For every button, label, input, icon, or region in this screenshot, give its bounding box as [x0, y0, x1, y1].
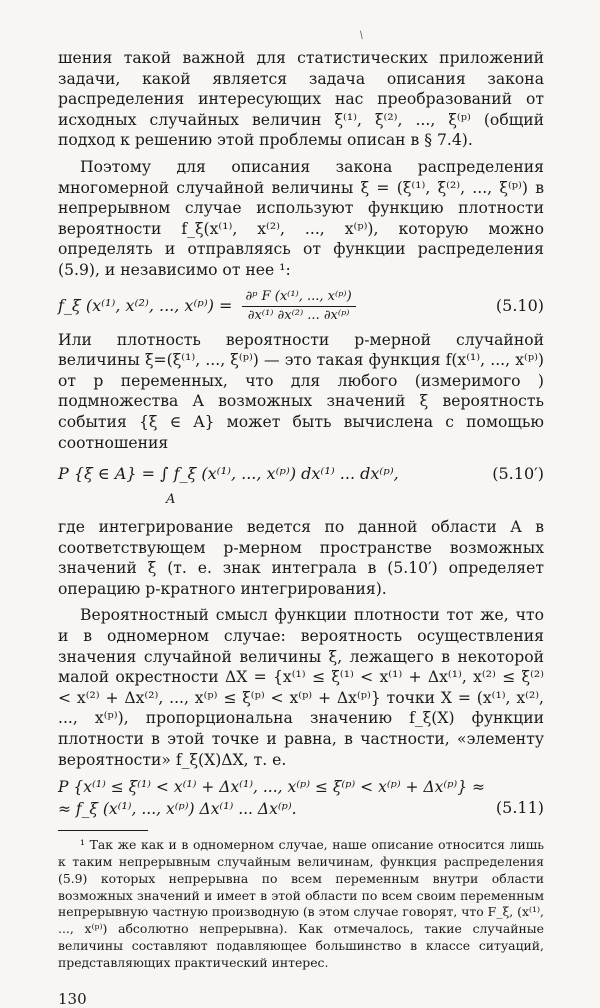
formula-5-10-prime-lhs [58, 459, 399, 508]
formula-5-10 [58, 289, 544, 324]
formula-5-10-lhs [58, 289, 356, 324]
formula-5-10-fraction [242, 289, 356, 324]
integral-domain-label: A [166, 492, 176, 508]
formula-5-10-denominator: ∂x⁽¹⁾ ∂x⁽²⁾ ... ∂x⁽ᵖ⁾ [247, 307, 350, 323]
formula-5-10-number: (5.10) [495, 296, 544, 316]
formula-5-11-line-1: P {x⁽¹⁾ ≤ ξ⁽¹⁾ < x⁽¹⁾ + Δx⁽¹⁾, ..., x⁽ᵖ⁾ ≤ ξ⁽ᵖ⁾ < x⁽ᵖ⁾ + Δx⁽ᵖ⁾} ≈ [58, 778, 485, 797]
scan-mark: / [357, 29, 366, 42]
page-number: 130 [58, 989, 87, 1008]
formula-5-10-prime-text: P {ξ ∈ A} = ∫ f_ξ (x⁽¹⁾, ..., x⁽ᵖ⁾) dx⁽¹⁾ ... dx⁽ᵖ⁾, [58, 464, 399, 484]
formula-5-11-line-2: ≈ f_ξ (x⁽¹⁾, ..., x⁽ᵖ⁾) Δx⁽¹⁾ ... Δx⁽ᵖ⁾. [58, 800, 297, 819]
formula-5-11 [58, 776, 544, 820]
formula-5-10-prime-number: (5.10′) [492, 464, 544, 484]
paragraph-2: Поэтому для описания закона распределения многомерной случайной величины ξ = (ξ⁽¹⁾, ξ⁽²⁾, ..., ξ⁽ᵖ⁾) в непрерывном случае используют функцию плотности вероятности f_ξ(x⁽¹⁾, x⁽²⁾, ..., x⁽ᵖ⁾), которую можно определять и отправляясь от функции распределения (5.9), и независимо от нее ¹: [58, 157, 544, 279]
formula-5-10-lhs-text: f_ξ (x⁽¹⁾, x⁽²⁾, ..., x⁽ᵖ⁾) = [58, 295, 233, 315]
paragraph-3: Или плотность вероятности p-мерной случайной величины ξ=(ξ⁽¹⁾, ..., ξ⁽ᵖ⁾) — это такая функция f(x⁽¹⁾, ..., x⁽ᵖ⁾) от p переменных, что для любого (измеримого ) подмножества A возможных значений ξ вероятность события {ξ ∈ A} может быть вычислена с помощью соотношения [58, 330, 544, 452]
formula-5-11-line-2-row [58, 798, 544, 820]
formula-5-11-number: (5.11) [495, 798, 544, 818]
footnote: ¹ Так же как и в одномерном случае, наше описание относится лишь к таким непрерывным случайным величинам, функция распределения (5.9) которых непрерывна по всем переменным внутри области возможных значений и имеет в этой области по всем своим переменным непрерывную частную производную (в этом случае говорят, что F_ξ, (x⁽¹⁾, ..., x⁽ᵖ⁾) абсолютно непрерывна). Как отмечалось, такие случайные величины составляют подавляющее большинство в классе ситуаций, представляющих практический интерес. [58, 837, 544, 970]
paragraph-5: Вероятностный смысл функции плотности тот же, что и в одномерном случае: вероятность осуществления значения случайной величины ξ, лежащего в некоторой малой окрестности ΔX = {x⁽¹⁾ ≤ ξ⁽¹⁾ < x⁽¹⁾ + Δx⁽¹⁾, x⁽²⁾ ≤ ξ⁽²⁾ < x⁽²⁾ + Δx⁽²⁾, ..., x⁽ᵖ⁾ ≤ ξ⁽ᵖ⁾ < x⁽ᵖ⁾ + Δx⁽ᵖ⁾} точки X = (x⁽¹⁾, x⁽²⁾, ..., x⁽ᵖ⁾), пропорциональна значению f_ξ(X) функции плотности в этой точке и равна, в частности, «элементу вероятности» f_ξ(X)ΔX, т. е. [58, 606, 544, 769]
formula-5-10-prime [58, 459, 544, 511]
footnote-divider [58, 830, 148, 831]
paragraph-1: шения такой важной для статистических приложений задачи, какой является задача описания закона распределения интересующих нас преобразований от исходных случайных величин ξ⁽¹⁾, ξ⁽²⁾, ..., ξ⁽ᵖ⁾ (общий подход к решению этой проблемы описан в § 7.4). [58, 49, 544, 150]
paragraph-4: где интегрирование ведется по данной области A в соответствующем p-мерном пространстве возможных значений ξ (т. е. знак интеграла в (5.10′) определяет операцию p-кратного интегрирования). [58, 518, 544, 598]
formula-5-10-numerator: ∂ᵖ F (x⁽¹⁾, ..., x⁽ᵖ⁾) [242, 289, 356, 307]
